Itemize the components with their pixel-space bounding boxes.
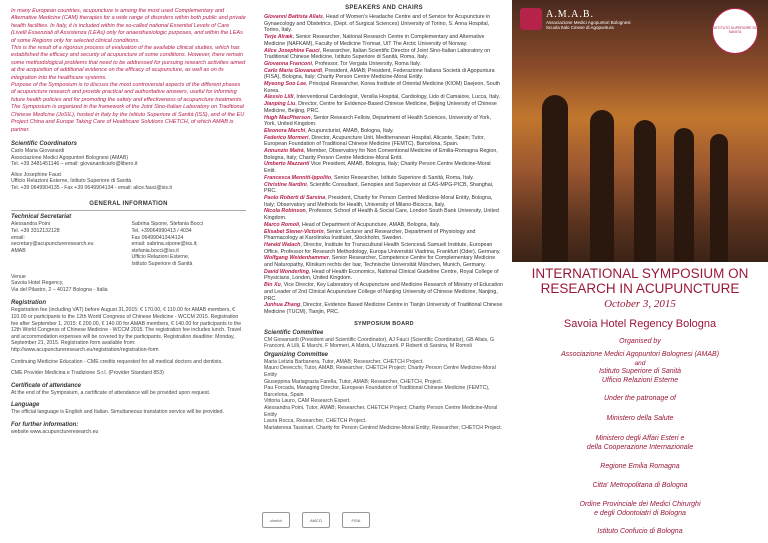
amco-logo: AMCO: [302, 512, 330, 528]
middle-column: [256, 0, 512, 543]
chetch-logo: chetch: [262, 512, 290, 528]
iss-seal-icon: [712, 8, 758, 54]
secretariat-line: Sabrina Sipone, Stefania Bocci: [131, 221, 204, 228]
speaker-name: Wolfgang Weidenhammer: [264, 255, 329, 262]
speaker-name: Elisabet Stener-Victorin: [264, 228, 324, 235]
cme-provider-text: CME Provider Medicina e Tradizione S.r.l. (Provider Standard 853): [11, 370, 164, 377]
patron-city: Citta' Metropolitana di Bologna: [592, 482, 688, 489]
speaker-entry: [264, 161, 504, 174]
speaker-description: , Senior Researcher, Istituto Superiore di Sanità, Roma, Italy.: [331, 174, 474, 181]
patron-region: Regione Emilia Romagna: [600, 463, 680, 470]
patron-ministry-foreign-2: della Cooperazione Internazionale: [586, 444, 694, 451]
speaker-description: , Director, Evidence Based Medicine Centre in Tianjin University of Traditional Chinese Medicine (TUCM), Tianjin, PRC.: [264, 302, 503, 315]
speaker-description: , Director, Institute for Transcultural Health Sciences& Samueli Institute, European Office, Professor for Research Methodology, Europa Universität Viadrina, Frankfurt (Oder), Germany.: [264, 241, 501, 255]
speaker-name: Giovanni Battista Allais: [264, 14, 323, 20]
coordinator-line: Tel. +39 0649904135 - Fax +39 0649904134 - email: alice.fauci@iss.it: [11, 184, 172, 191]
speaker-description: , President, Charity for Person Centred Medicine-Moral Entity, Bologna, Italy; Observatory and Methods for Health, University of Milano-Bicocca, Italy.: [264, 194, 493, 208]
amab-school-name: Scuola Italo Cinese di Agopuntura: [546, 24, 614, 30]
coordinator-line: Ufficio Relazioni Esterne, Istituto Superiore di Sanità: [11, 178, 132, 185]
registration-text: Registration fee (including VAT) before August 31,2015: € 170.00, € 110.00 for AMAB members, € 110.00 or participants to the 12th World Congress of Chinese Medicine - WCCM 2015. Registration fee after September 1, 2015: € 200.00, € 140.00 for AMAB members, € 140.00 for participants to the 12th World Congress of Chinese Medicine - WCCM 2015. The registration fee includes lunch. Travel and accommodation expenses will be covered by the participants. Registration deadline: Monday, September 21, 2015. Registration form available from: http://www.acupunctureresearch.eu/registration/registration-form: [11, 307, 242, 353]
organised-by-label: Organised by: [619, 338, 661, 345]
scientific-committee-text: CM Giovanardi (President and Scientific Coordinator), AJ Fauci (Scientific Coordinator), GB Allais, G Franconi, A Lilli, E Marchi, F Mormeri, A Matrà, U Mazzanti, P Roberti di Sarsina, M Romoli: [264, 336, 495, 350]
speaker-description: , Vice Director, Key Laboratory of Acupuncture and Medicine Research of Ministry of Education and Leader of 2nd Clinical Acupuncture College of Nanjing University of Chinese Medicine, Nanjing, PRC.: [264, 282, 503, 302]
secretariat-line: Ufficio Relazioni Esterne,: [131, 254, 190, 261]
speaker-entry: [264, 269, 504, 282]
speaker-entry: [264, 229, 504, 242]
speaker-entry: [264, 195, 504, 208]
speaker-entry: [264, 115, 504, 128]
speaker-entry: [264, 208, 504, 221]
speaker-entry: [264, 255, 504, 268]
registration-heading: Registration: [11, 300, 47, 307]
speaker-entry: [264, 14, 504, 34]
speaker-name: Giovanna Franconi: [264, 60, 312, 67]
speaker-entry: [264, 222, 504, 229]
speaker-description: , Researcher, Italian Scientific Director of Joint Sino-Italian Laboratory on Traditional Chinese Medicine, Istituto Superiore di Sanità, Roma, Italy.: [264, 47, 491, 61]
amab-acronym: A.M.A.B.: [546, 8, 595, 20]
secretariat-line: Alessandra Poini: [11, 221, 50, 228]
divider: [11, 210, 246, 211]
speaker-name: Terje Alræk: [264, 34, 293, 41]
speaker-name: Federico Mormeri: [264, 134, 309, 141]
speaker-name: Annunzio Matrà: [264, 148, 304, 155]
language-text: The official language is English and Italian. Simultaneous translation service will be provided.: [11, 409, 225, 416]
speakers-heading: SPEAKERS AND CHAIRS: [345, 5, 423, 11]
patronage-label: Under the patronage of: [604, 395, 676, 402]
speaker-description: , Professor, School of Health & Social Care, London South Bank University, United Kingdom.: [264, 208, 499, 222]
organizing-committee-member: Laura Rocca, Researcher, CHETCH Project.: [264, 418, 367, 425]
title-line: RESEARCH IN ACUPUNCTURE: [540, 281, 740, 296]
coordinators-heading: Scientific Coordinators: [11, 140, 78, 147]
speaker-description: , Senior Lecturer and Researcher, Department of Physiology and Pharmacology at Karolinska Institutet, Stockholm, Sweden.: [264, 228, 476, 242]
speaker-name: Alessio Lilli: [264, 94, 294, 101]
secretariat-line: AMAB: [11, 247, 26, 254]
coordinator-line: Tel. +39 3481451146 – email: giovanardicarlo@libero.it: [11, 161, 138, 168]
speaker-name: Francesca Menniti-Ippolito: [264, 174, 332, 181]
secretariat-line: Istituto Superiore di Sanità: [131, 261, 193, 268]
scientific-committee-heading: Scientific Committee: [264, 329, 324, 336]
speaker-description: , President, AMAB; President, Federazione Italiana Società di Agopuntura (FISA), Bologna, Italy; Charity Person Centre Medicine-Moral Entity.: [264, 67, 495, 81]
speaker-entry: [264, 182, 504, 195]
speaker-entry: [264, 68, 504, 81]
website-link[interactable]: website www.acupunctureresearch.eu: [11, 428, 99, 435]
board-heading: SYMPOSIUM BOARD: [354, 320, 414, 327]
sponsor-logos: [262, 512, 370, 528]
secretariat-line: Tel. +39064990413 / 4034: [131, 228, 192, 235]
secretariat-line: Fax 0649904134/4124: [131, 234, 184, 241]
info-heading: For further information:: [11, 421, 79, 428]
speaker-entry: [264, 128, 504, 135]
speaker-name: Myeong Soo Lee: [264, 81, 307, 88]
and-label: and: [634, 360, 646, 367]
speaker-description: , Head of Department of Acupuncture, AMAB, Bologna, Italy.: [299, 221, 441, 228]
coordinator-line: Alice Josephine Fauci: [11, 171, 62, 178]
speaker-name: Alice Josephine Fauci: [264, 47, 320, 54]
speaker-description: , Professor, Tor Vergata University, Roma Italy.: [311, 60, 421, 67]
certificate-heading: Certificate of attendance: [11, 382, 82, 389]
organizing-committee-member: Mariateresa Tassinari, Charity for Person Centred Medicine-Moral Entity; Researcher, CHETCH Project.: [264, 424, 503, 431]
venue-line: Via del Pilastro, 2 – 40127 Bologna - Italia: [11, 286, 108, 293]
amab-logo: [520, 8, 631, 30]
speaker-description: , Member, Observatory for Non Conventional Medicine of Emilia-Romagna Region, Bologna, Italy; Charity Person Centre Medicine-Moral Entit.: [264, 148, 498, 161]
speaker-name: Christine Nardini: [264, 181, 307, 188]
intro-paragraph: Purpose of the Symposium is to discuss the most controversial aspects of the different phases of acupuncture research and provide practical and authoritative answers, useful for informing future health policies and for promoting the safety and effectiveness of acupuncture treatments.: [11, 82, 243, 103]
speaker-description: Vice President, AMAB, Bologna, Italy; Charity Person Centre Medicine-Moral Entit.: [264, 161, 491, 175]
patron-medical-order-2: e degli Odontoiatri di Bologna: [594, 510, 686, 517]
intro-paragraph: In many European countries, acupuncture is among the most used Complementary and Alternative Medicine (CAM) therapies for a wide range of disorders within both public and private health facilities. In Italy, it is included within the so-called national Essential Levels of Care (Livelli Essenziali di Assistenza (LEAs) only for anaesthesiologic purposes, and within the LEAs of some Regions only for selected clinical conditions.: [11, 8, 246, 44]
symposium-title: [512, 266, 768, 296]
speaker-description: , Director, Acupuncture Unit, Mediterranean Hospital, Alicante, Spain; Tutor, European Foundation of Traditional Chinese Medicine (FEMTC), Barcelona, Spain.: [264, 134, 485, 148]
speakers-list: [264, 14, 504, 316]
speaker-description: , Senior Researcher, Competence Centre for Complementary Medicine and Naturopathy, Klinikum rechts der Isar, Technische Universität München, Munich, Germany.: [264, 255, 496, 269]
speaker-name: Marco Romoli: [264, 221, 300, 228]
certificate-text: At the end of the Symposium, a certificate of attendance will be provided upon request.: [11, 389, 211, 396]
secretariat-line: email:: [11, 234, 25, 241]
speaker-entry: [264, 34, 504, 47]
speaker-name: Umberto Mazzanti: [264, 161, 310, 168]
venue-line: Venue: [11, 273, 26, 280]
left-column: [0, 0, 256, 543]
speaker-name: Nicola Robinson: [264, 208, 306, 215]
speaker-name: Bin Xu: [264, 282, 281, 289]
amab-emblem-icon: [520, 8, 542, 30]
coordinator-line: Associazione Medici Agopuntori Bolognesi (AMAB): [11, 154, 129, 161]
speaker-description: , Head of Women's Headache Centre and of Service for Acupuncture in Gynaecology and Obstetrics, (Dept. of Surgical Sciences) University of Torino, S. Anna Hospital, Torino, Italy.: [264, 14, 491, 34]
general-info-heading: GENERAL INFORMATION: [89, 201, 168, 208]
secretariat-heading: Technical Secretariat: [11, 214, 72, 221]
speaker-entry: [264, 94, 504, 101]
speaker-entry: [264, 101, 504, 114]
secretariat-email-link[interactable]: email: sabrina.sipone@iss.it; stefania.bocci@iss.it: [131, 241, 198, 254]
speaker-entry: [264, 148, 504, 161]
speaker-description: , Director, Centre for Evidence-Based Chinese Medicine, Beijing University of Chinese Medicine, Beijing, PRC.: [264, 101, 497, 114]
patron-medical-order: Ordine Provinciale dei Medici Chirurghi: [579, 501, 701, 508]
organiser-iss: Istituto Superiore di Sanità: [598, 368, 682, 375]
speaker-name: Hugh MacPherson: [264, 114, 311, 121]
speaker-entry: [264, 81, 504, 94]
speaker-name: Eleonora Marchi: [264, 127, 306, 134]
speaker-description: , Senior Researcher, National Research Centre in Complementary and Alternative Medicine (NAFKAM), Faculty of Medicine Tromsø, UiT The Arctic University of Norway.: [264, 34, 485, 47]
speaker-name: Harald Walach: [264, 241, 301, 248]
speaker-description: , Head of Health Economics, National Clinical Guideline Centre, Royal College of Physicians, London, United Kingdom.: [264, 268, 499, 282]
speaker-entry: [264, 302, 504, 315]
speaker-name: Carlo Maria Giovanardi: [264, 67, 322, 74]
intro-paragraph: The Symposium is organized in the framework of the Joint Sino-Italian Laboratory on Traditional Chinese Medicine (JoSIL), hosted in Italy by the Istituto Superiore di Sanità (ISS), and of the EU Project China and Europe Taking Care of Healthcare Solutions CHETCH, of which AMAB is partner.: [11, 104, 245, 133]
speaker-entry: [264, 61, 504, 68]
speaker-entry: [264, 242, 504, 255]
speaker-entry: [264, 282, 504, 302]
amab-name: Associazione Medici Agopuntori Bolognesi: [546, 19, 631, 25]
patron-ministry-foreign: Ministero degli Affari Esteri e: [595, 435, 685, 442]
speaker-description: , Senior Research Fellow, Department of Health Sciences, University of York, York, United Kingdom.: [264, 114, 491, 128]
secretariat-grid: [11, 221, 246, 267]
speaker-name: Paolo Roberti di Sarsina: [264, 194, 326, 201]
secretariat-email-link[interactable]: secretary@acupunctureresearch.eu: [11, 241, 94, 248]
coordinator-line: Carlo Maria Giovanardi: [11, 147, 65, 154]
title-line: INTERNATIONAL SYMPOSIUM ON: [531, 266, 749, 281]
speaker-description: , Acupuncturist, AMAB, Bologna, Italy.: [305, 127, 394, 134]
speaker-description: , Scientific Consultant, Genopies and Supervisor at CAS-MPG-PICB, Shanghai, PRC.: [264, 181, 494, 195]
organiser-iss-office: Ufficio Relazioni Esterne: [601, 377, 679, 384]
cover-column: [512, 0, 768, 543]
speaker-description: , Principal Researcher, Korea Institute of Oriental Medicine (KIOM) Daejeon, South Korea.: [264, 81, 501, 94]
secretariat-line: Tel. +39 3312132128: [11, 228, 60, 235]
ecm-text: Continuing Medicine Education - CME credits requested for all medical doctors and dentists.: [11, 358, 223, 365]
organizing-committee-member: Vittoria Lauro, CAM Research Expert.: [264, 398, 351, 405]
organizing-committee-member: Alessandra Poini, Tutor, AMAB; Researcher, CHETCH Project; Charity Person Centre Medicine-Moral Entity: [264, 404, 498, 418]
organizing-committee-member: Pau Forcada, Managing Director, European Foundation of Traditional Chinese Medicine (FEMTC), Barcelona, Spain: [264, 385, 490, 398]
patron-confucius: Istituto Confucio di Bologna: [597, 528, 683, 535]
symposium-date: October 3, 2015: [604, 298, 676, 310]
patron-ministry-health: Ministero della Salute: [606, 415, 674, 422]
language-heading: Language: [11, 402, 40, 409]
speaker-name: Junhua Zhang: [264, 302, 301, 309]
venue-line: Savoia Hotel Regency,: [11, 280, 64, 287]
organizing-committee-member: Mauro Devecchi, Tutor, AMAB; Researcher, CHETCH Project; Charity Person Centre Medicine-Moral Entity: [264, 365, 496, 379]
organizing-committee-member: Giuseppina Mariagrazia Farella, Tutor, AMAB; Researcher, CHETCH, Project.: [264, 378, 443, 385]
speaker-entry: [264, 135, 504, 148]
speaker-name: Jianping Liu: [264, 101, 296, 108]
fisa-logo: FISA: [342, 512, 370, 528]
organizing-committee-heading: Organizing Committee: [264, 351, 329, 358]
speaker-name: David Wonderling: [264, 268, 309, 275]
iss-seal-text: ISTITUTO SUPERIORE DI SANITÀ: [714, 26, 756, 34]
speaker-entry: [264, 175, 504, 182]
organiser-amab: Associazione Medici Agopuntori Bolognesi (AMAB): [560, 351, 720, 358]
organizing-committee-member: Maria Letizia Barbanera, Tutor, AMAB; Researcher, CHETCH Project.: [264, 358, 424, 365]
symposium-venue: Savoia Hotel Regency Bologna: [563, 318, 717, 330]
speaker-description: , Interventional Cardiologist, Versilia Hospital, Cardiology, Lido di Camaiore, Lucca, Italy.: [293, 94, 500, 101]
intro-paragraph: This is the result of a rigorous process of evaluation of the available clinical studies, which has established the efficacy and security of acupuncture of some conditions. However, there remain some methodological problems that need to be addressed for pursuing research activities aimed at the acquisition of additional evidence on the efficacy of acupuncture, as well as on its integration into the healthcare systems.: [11, 45, 246, 81]
speaker-entry: [264, 48, 504, 61]
